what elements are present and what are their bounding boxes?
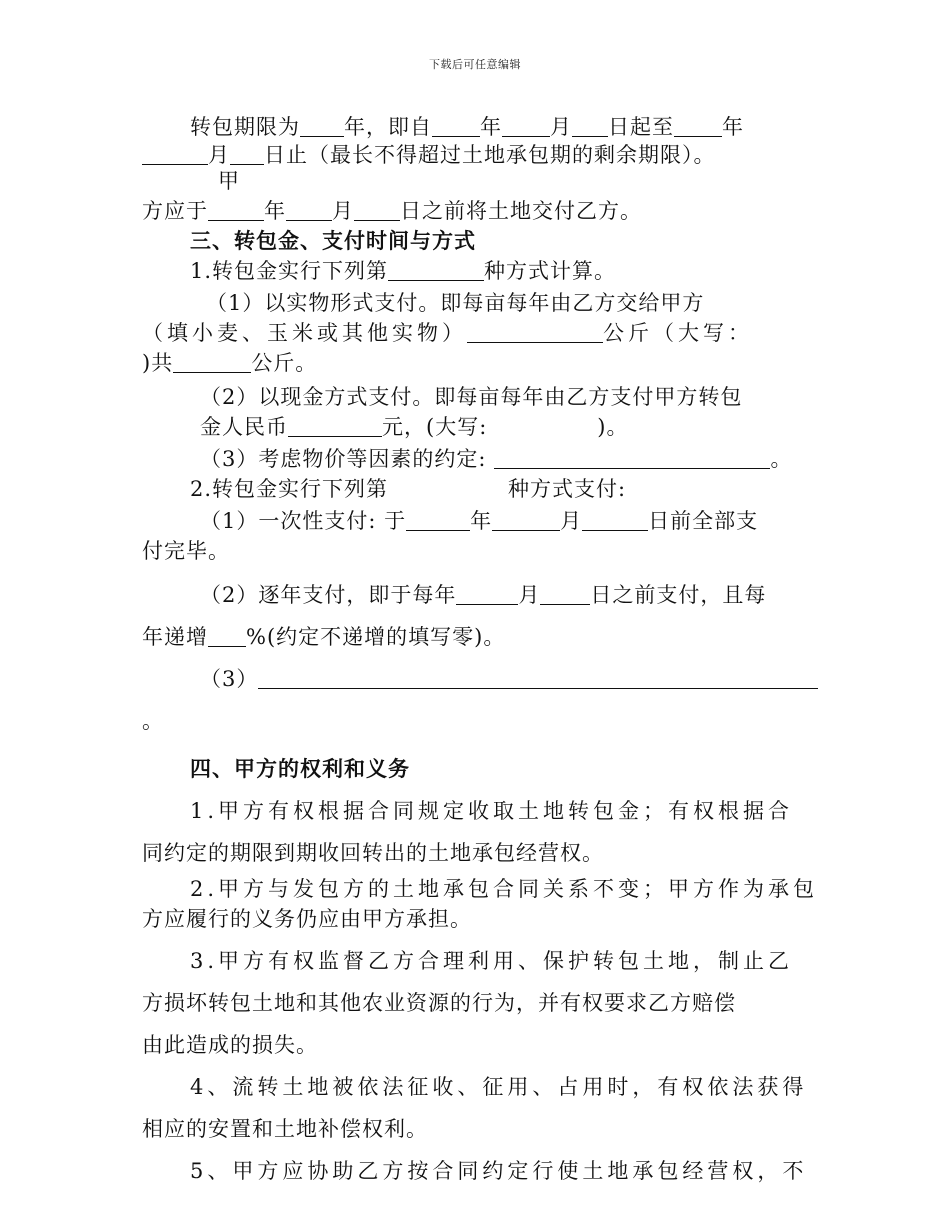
payment-method-line: 2.转包金实行下列第 种方式支付: bbox=[190, 477, 627, 501]
annual-month-blank[interactable] bbox=[456, 584, 518, 605]
lump-month-blank[interactable] bbox=[492, 510, 560, 531]
annual-line-1: （2）逐年支付，即于每年 月 日之前支付，且每 bbox=[200, 583, 767, 607]
in-kind-line-2: （填小麦、玉米或其他实物） 公斤（大写： bbox=[142, 321, 753, 345]
cash-amount-blank[interactable] bbox=[288, 416, 382, 437]
end-day-blank[interactable] bbox=[230, 144, 264, 165]
right-3-line-1: 3.甲方有权监督乙方合理利用、保护转包土地，制止乙 bbox=[190, 949, 794, 973]
document-body bbox=[142, 112, 819, 1186]
right-5-line-1: 5、甲方应协助乙方按合同约定行使土地承包经营权，不 bbox=[190, 1159, 808, 1183]
right-4-line-2: 相应的安置和土地补偿权利。 bbox=[142, 1117, 428, 1141]
increase-percent-blank[interactable] bbox=[208, 626, 246, 647]
annual-day-blank[interactable] bbox=[540, 584, 590, 605]
term-line-1: 转包期限为 年，即自 年 月 日起至 年 bbox=[190, 115, 744, 139]
delivery-line: 方应于 年 月 日之前将土地交付乙方。 bbox=[142, 199, 642, 223]
right-3-line-2: 方损坏转包土地和其他农业资源的行为，并有权要求乙方赔偿 bbox=[142, 991, 736, 1015]
lump-day-blank[interactable] bbox=[582, 510, 648, 531]
in-kind-amount-blank[interactable] bbox=[467, 322, 603, 343]
right-1-line-1: 1.甲方有权根据合同规定收取土地转包金；有权根据合 bbox=[190, 799, 794, 823]
page-header: 下载后可任意编辑 bbox=[429, 58, 521, 71]
delivery-month-blank[interactable] bbox=[286, 200, 332, 221]
right-4-line-1: 4、流转土地被依法征收、征用、占用时，有权依法获得 bbox=[190, 1075, 808, 1099]
term-line-2: 月 日止（最长不得超过土地承包期的剩余期限）。 bbox=[142, 140, 814, 170]
delivery-day-blank[interactable] bbox=[354, 200, 400, 221]
end-month-blank[interactable] bbox=[142, 144, 208, 165]
start-year-blank[interactable] bbox=[432, 116, 480, 137]
right-1-line-2: 同约定的期限到期收回转出的土地承包经营权。 bbox=[142, 841, 604, 865]
price-factor-blank[interactable] bbox=[494, 448, 770, 469]
right-3-line-3: 由此造成的损失。 bbox=[142, 1033, 318, 1057]
lump-year-blank[interactable] bbox=[406, 510, 470, 531]
cash-line-2: 金人民币 元，(大写: )。 bbox=[200, 415, 629, 439]
calc-method-blank[interactable] bbox=[388, 260, 484, 281]
calc-method-line: 1.转包金实行下列第 种方式计算。 bbox=[190, 259, 617, 283]
term-years-blank[interactable] bbox=[300, 116, 344, 137]
right-2-line-1: 2.甲方与发包方的土地承包合同关系不变；甲方作为承包 bbox=[190, 877, 819, 901]
lump-sum-line-2: 付完毕。 bbox=[142, 539, 230, 563]
annual-line-2: 年递增 %(约定不递增的填写零)。 bbox=[142, 625, 506, 649]
end-year-blank[interactable] bbox=[674, 116, 722, 137]
delivery-year-blank[interactable] bbox=[208, 200, 264, 221]
other-payment-blank[interactable] bbox=[258, 668, 818, 689]
in-kind-line-1: （1）以实物形式支付。即每亩每年由乙方交给甲方 bbox=[206, 291, 705, 315]
in-kind-total-blank[interactable] bbox=[173, 352, 251, 373]
section-3-title: 三、转包金、支付时间与方式 bbox=[190, 229, 476, 253]
right-2-line-2: 方应履行的义务仍应由甲方承担。 bbox=[142, 907, 472, 931]
other-payment-end: 。 bbox=[142, 709, 164, 733]
start-month-blank[interactable] bbox=[502, 116, 550, 137]
lump-sum-line-1: （1）一次性支付: 于 年 月 日前全部支 bbox=[200, 509, 759, 533]
in-kind-line-3: )共 公斤。 bbox=[142, 351, 318, 375]
cash-line-1: （2）以现金方式支付。即每亩每年由乙方支付甲方转包 bbox=[200, 385, 743, 409]
section-4-title: 四、甲方的权利和义务 bbox=[190, 757, 410, 781]
price-factor-line: （3）考虑物价等因素的约定: 。 bbox=[200, 447, 793, 471]
party-a-label: 甲 bbox=[218, 169, 240, 193]
start-day-blank[interactable] bbox=[572, 116, 608, 137]
other-payment-line: （3） bbox=[142, 664, 814, 694]
